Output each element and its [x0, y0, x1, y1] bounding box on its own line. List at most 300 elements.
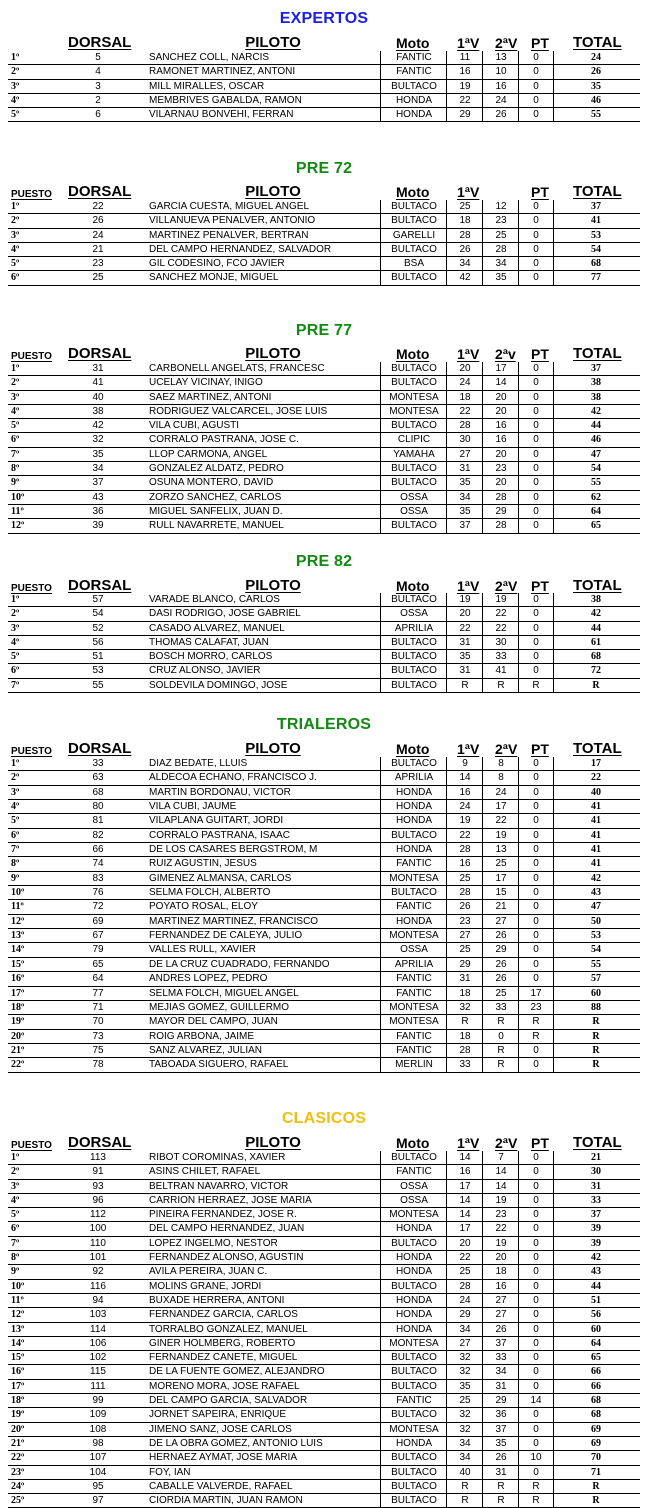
round-2: 19	[482, 1237, 519, 1250]
moto: OSSA	[380, 491, 447, 504]
position: 18º	[11, 1001, 25, 1013]
round-1: 11	[446, 51, 483, 64]
moto: BULTACO	[380, 593, 447, 606]
total: 47	[591, 448, 601, 460]
round-2: 7	[482, 1151, 519, 1164]
moto: MONTESA	[380, 1015, 447, 1028]
position: 21º	[11, 1437, 25, 1449]
table-row	[8, 915, 640, 929]
total: 60	[591, 1323, 601, 1335]
header-dorsal: DORSAL	[68, 34, 132, 51]
table-header	[8, 33, 640, 51]
dorsal: 110	[90, 1237, 106, 1249]
round-1: 22	[446, 622, 483, 635]
total: 51	[591, 1294, 601, 1306]
round-2: R	[482, 1044, 519, 1057]
round-2: R	[482, 1058, 519, 1071]
position: 25º	[11, 1495, 25, 1507]
round-2: 33	[482, 650, 519, 663]
dorsal: 38	[92, 405, 104, 417]
penalty: 17	[518, 987, 554, 1000]
dorsal: 77	[92, 987, 104, 999]
dorsal: 104	[89, 1466, 107, 1478]
position: 11º	[11, 1294, 24, 1306]
round-1: 32	[446, 1423, 483, 1436]
round-1: 20	[446, 1237, 483, 1250]
pilot-name: GIL CODESINO, FCO JAVIER	[149, 258, 285, 270]
moto: HONDA	[380, 1437, 447, 1450]
moto: BULTACO	[380, 1151, 447, 1164]
pilot-name: SELMA FOLCH, MIGUEL ANGEL	[149, 987, 299, 999]
table-row	[8, 491, 640, 505]
position: 6º	[11, 272, 20, 284]
pilot-name: TABOADA SIGUERO, RAFAEL	[149, 1059, 289, 1071]
moto: OSSA	[380, 607, 447, 620]
position: 11º	[11, 901, 24, 913]
pilot-name: HERNAEZ AYMAT, JOSE MARIA	[149, 1452, 297, 1464]
dorsal: 92	[92, 1266, 104, 1278]
dorsal: 111	[90, 1380, 106, 1392]
dorsal: 33	[92, 758, 104, 769]
dorsal: 53	[92, 665, 104, 677]
dorsal: 39	[92, 520, 104, 532]
pilot-name: MARTIN BORDONAU, VICTOR	[149, 786, 291, 798]
moto: MERLIN	[380, 1058, 447, 1071]
round-1: 28	[446, 419, 483, 432]
total: 71	[591, 1466, 601, 1478]
dorsal: 80	[92, 801, 104, 813]
header-dorsal: DORSAL	[68, 345, 132, 362]
total: 47	[591, 901, 601, 913]
table-row	[8, 843, 640, 857]
table-row	[8, 1180, 640, 1194]
penalty: 23	[518, 1001, 554, 1014]
round-1: 28	[446, 1044, 483, 1057]
pilot-name: SELMA FOLCH, ALBERTO	[149, 887, 271, 899]
penalty: 0	[518, 1466, 554, 1479]
penalty: 0	[518, 1365, 554, 1378]
header-dorsal: DORSAL	[68, 740, 132, 757]
section-title: PRE 72	[295, 160, 353, 177]
header-dorsal: DORSAL	[68, 183, 132, 200]
table-row	[8, 1237, 640, 1251]
total: 55	[591, 477, 601, 489]
moto: BULTACO	[380, 829, 447, 842]
round-1: 35	[446, 1380, 483, 1393]
moto: BULTACO	[380, 243, 447, 256]
round-1: 37	[446, 519, 483, 532]
header-puesto: PUESTO	[11, 189, 52, 200]
round-1: 34	[446, 1451, 483, 1464]
dorsal: 4	[95, 66, 101, 78]
moto: CLIPIC	[380, 433, 447, 446]
round-1: 26	[446, 900, 483, 913]
pilot-name: SANZ ALVAREZ, JULIAN	[149, 1044, 262, 1056]
table-row	[8, 200, 640, 214]
round-2: 16	[482, 419, 519, 432]
table-row	[8, 462, 640, 476]
header-puesto: PUESTO	[11, 351, 52, 362]
total: 56	[591, 1309, 601, 1321]
penalty: 0	[518, 593, 554, 606]
penalty: 0	[518, 200, 554, 213]
dorsal: 91	[92, 1166, 104, 1178]
round-1: 29	[446, 108, 483, 121]
header-round-1: 1ªV	[457, 346, 480, 362]
table-row	[8, 1280, 640, 1294]
position: 20º	[11, 1030, 25, 1042]
moto: HONDA	[380, 1251, 447, 1264]
pilot-name: OSUNA MONTERO, DAVID	[149, 477, 274, 489]
total: 66	[591, 1380, 601, 1392]
total: 22	[591, 772, 601, 784]
total: 31	[591, 1180, 601, 1192]
header-puesto: PUESTO	[11, 746, 52, 757]
round-2: 16	[482, 1280, 519, 1293]
round-2: 8	[482, 771, 519, 784]
position: 9º	[11, 872, 20, 884]
pilot-name: CIORDIA MARTIN, JUAN RAMON	[149, 1495, 303, 1507]
pilot-name: GINER HOLMBERG, ROBERTO	[149, 1337, 296, 1349]
pilot-name: MAYOR DEL CAMPO, JUAN	[149, 1016, 278, 1028]
round-2: 14	[482, 376, 519, 389]
dorsal: 95	[92, 1480, 104, 1492]
header-pt: PT	[531, 1135, 549, 1151]
position: 17º	[11, 987, 25, 999]
table-header	[8, 182, 640, 200]
pilot-name: SANCHEZ COLL, NARCIS	[149, 52, 270, 63]
header-total: TOTAL	[573, 577, 622, 594]
results-table	[8, 593, 640, 693]
moto: APRILIA	[380, 771, 447, 784]
round-1: 31	[446, 462, 483, 475]
moto: YAMAHA	[380, 448, 447, 461]
round-2: R	[482, 679, 519, 692]
position: 4º	[11, 801, 20, 813]
table-row	[8, 476, 640, 490]
position: 8º	[11, 463, 20, 475]
position: 4º	[11, 243, 20, 255]
position: 5º	[11, 1209, 20, 1221]
pilot-name: MILL MIRALLES, OSCAR	[149, 80, 265, 92]
moto: MONTESA	[380, 1208, 447, 1221]
round-1: 32	[446, 1001, 483, 1014]
moto: FANTIC	[380, 1165, 447, 1178]
position: 22º	[11, 1059, 25, 1071]
penalty: 0	[518, 1351, 554, 1364]
total: R	[592, 1044, 600, 1056]
penalty: 0	[518, 829, 554, 842]
round-1: 29	[446, 1308, 483, 1321]
table-row	[8, 972, 640, 986]
round-1: 34	[446, 1437, 483, 1450]
dorsal: 2	[95, 94, 101, 106]
dorsal: 56	[92, 636, 104, 648]
dorsal: 54	[92, 608, 104, 620]
total: 66	[591, 1366, 601, 1378]
total: 64	[591, 1337, 601, 1349]
penalty: 0	[518, 108, 554, 121]
total: R	[592, 1016, 600, 1028]
position: 3º	[11, 786, 20, 798]
dorsal: 65	[92, 958, 104, 970]
round-1: 34	[446, 1323, 483, 1336]
moto: FANTIC	[380, 51, 447, 64]
total: 41	[591, 215, 601, 227]
moto: HONDA	[380, 1222, 447, 1235]
total: 37	[591, 1209, 601, 1221]
total: 50	[591, 915, 601, 927]
table-row	[8, 664, 640, 678]
position: 1º	[11, 52, 20, 63]
dorsal: 74	[92, 858, 104, 870]
total: 39	[591, 1237, 601, 1249]
penalty: 10	[518, 1451, 554, 1464]
round-2: 28	[482, 243, 519, 256]
round-1: 34	[446, 491, 483, 504]
moto: FANTIC	[380, 1394, 447, 1407]
round-2: 29	[482, 505, 519, 518]
round-2: 29	[482, 943, 519, 956]
dorsal: 75	[92, 1044, 104, 1056]
penalty: 0	[518, 1180, 554, 1193]
penalty: 0	[518, 929, 554, 942]
header-piloto: PILOTO	[245, 577, 301, 594]
pilot-name: JORNET SAPEIRA, ENRIQUE	[149, 1409, 287, 1421]
position: 2º	[11, 608, 20, 620]
dorsal: 102	[89, 1352, 107, 1364]
round-1: 40	[446, 1466, 483, 1479]
pilot-name: UCELAY VICINAY, INIGO	[149, 377, 263, 389]
position: 19º	[11, 1409, 25, 1421]
total: 72	[591, 665, 601, 677]
penalty: 0	[518, 636, 554, 649]
pilot-name: CORRALO PASTRANA, ISAAC	[149, 829, 290, 841]
position: 2º	[11, 215, 20, 227]
table-row	[8, 1451, 640, 1465]
penalty: 0	[518, 915, 554, 928]
dorsal: 103	[89, 1309, 107, 1321]
moto: FANTIC	[380, 1044, 447, 1057]
position: 10º	[11, 491, 25, 503]
penalty: 0	[518, 814, 554, 827]
round-2: 27	[482, 915, 519, 928]
header-round-2: 2ªV	[495, 1135, 518, 1151]
moto: FANTIC	[380, 857, 447, 870]
penalty: 0	[518, 376, 554, 389]
pilot-name: GARCIA CUESTA, MIGUEL ANGEL	[149, 201, 310, 212]
moto: BULTACO	[380, 362, 447, 375]
table-row	[8, 1323, 640, 1337]
pilot-name: DEL CAMPO GARCIA, SALVADOR	[149, 1395, 308, 1407]
pilot-name: CARBONELL ANGELATS, FRANCESC	[149, 363, 325, 374]
round-1: 18	[446, 391, 483, 404]
position: 7º	[11, 448, 20, 460]
dorsal: 40	[92, 391, 104, 403]
total: 68	[591, 651, 601, 663]
table-header	[8, 576, 640, 594]
position: 1º	[11, 758, 20, 769]
table-header	[8, 344, 640, 362]
dorsal: 5	[95, 52, 101, 63]
round-1: 26	[446, 243, 483, 256]
round-2: 22	[482, 607, 519, 620]
round-2: 23	[482, 462, 519, 475]
section-title: PRE 82	[295, 553, 353, 570]
pilot-name: MORENO MORA, JOSE RAFAEL	[149, 1380, 300, 1392]
pilot-name: VILAPLANA GUITART, JORDI	[149, 815, 284, 827]
round-2: 25	[482, 857, 519, 870]
round-2: 26	[482, 929, 519, 942]
moto: BULTACO	[380, 419, 447, 432]
pilot-name: MOLINS GRANE, JORDI	[149, 1280, 262, 1292]
table-row	[8, 1265, 640, 1279]
position: 19º	[11, 1016, 25, 1028]
round-1: 18	[446, 987, 483, 1000]
table-row	[8, 80, 640, 94]
total: 44	[591, 420, 601, 432]
round-2: 22	[482, 814, 519, 827]
moto: BULTACO	[380, 1451, 447, 1464]
header-round-2: 2ªV	[495, 578, 518, 594]
header-dorsal: DORSAL	[68, 1134, 132, 1151]
round-1: 28	[446, 843, 483, 856]
position: 9º	[11, 1266, 20, 1278]
pilot-name: VILA CUBI, AGUSTI	[149, 420, 240, 432]
total: 38	[591, 377, 601, 389]
table-row	[8, 1494, 640, 1508]
total: 40	[591, 786, 601, 798]
table-row	[8, 872, 640, 886]
round-2: 36	[482, 1408, 519, 1421]
total: 69	[591, 1437, 601, 1449]
dorsal: 34	[92, 463, 104, 475]
dorsal: 66	[92, 844, 104, 856]
dorsal: 72	[92, 901, 104, 913]
dorsal: 63	[92, 772, 104, 784]
penalty: 0	[518, 505, 554, 518]
penalty: 0	[518, 1237, 554, 1250]
position: 11º	[11, 505, 24, 517]
position: 12º	[11, 1309, 25, 1321]
round-2: 13	[482, 51, 519, 64]
header-piloto: PILOTO	[245, 740, 301, 757]
round-1: 28	[446, 886, 483, 899]
header-piloto: PILOTO	[245, 34, 301, 51]
dorsal: 51	[92, 651, 104, 663]
total: 43	[591, 1266, 601, 1278]
round-2: 23	[482, 214, 519, 227]
penalty: 0	[518, 243, 554, 256]
penalty: 0	[518, 1208, 554, 1221]
pilot-name: ROIG ARBONA, JAIME	[149, 1030, 255, 1042]
position: 5º	[11, 815, 20, 827]
penalty: R	[518, 679, 554, 692]
dorsal: 113	[90, 1152, 106, 1163]
penalty: 0	[518, 491, 554, 504]
penalty: 0	[518, 943, 554, 956]
position: 3º	[11, 80, 20, 92]
moto: OSSA	[380, 1180, 447, 1193]
round-1: 14	[446, 1194, 483, 1207]
total: R	[592, 1495, 600, 1507]
position: 5º	[11, 651, 20, 663]
round-1: 24	[446, 376, 483, 389]
table-row	[8, 1165, 640, 1179]
pilot-name: DE LA CRUZ CUADRADO, FERNANDO	[149, 958, 330, 970]
round-1: R	[446, 1494, 483, 1507]
position: 21º	[11, 1044, 25, 1056]
table-row	[8, 1194, 640, 1208]
dorsal: 101	[89, 1252, 107, 1264]
pilot-name: FERNANDEZ GARCIA, CARLOS	[149, 1309, 298, 1321]
moto: MONTESA	[380, 1423, 447, 1436]
table-row	[8, 1423, 640, 1437]
round-2: 31	[482, 1380, 519, 1393]
round-1: 25	[446, 943, 483, 956]
dorsal: 78	[92, 1059, 104, 1071]
moto: MONTESA	[380, 405, 447, 418]
table-row	[8, 405, 640, 419]
round-1: 20	[446, 607, 483, 620]
round-1: 35	[446, 650, 483, 663]
moto: HONDA	[380, 1294, 447, 1307]
position: 2º	[11, 377, 20, 389]
round-1: 25	[446, 1265, 483, 1278]
pilot-name: CRUZ ALONSO, JAVIER	[149, 665, 261, 677]
round-1: 42	[446, 271, 483, 284]
penalty: 0	[518, 757, 554, 770]
round-2: 30	[482, 636, 519, 649]
total: 54	[591, 463, 601, 475]
round-2: 26	[482, 108, 519, 121]
pilot-name: ANDRES LOPEZ, PEDRO	[149, 973, 268, 985]
table-row	[8, 1408, 640, 1422]
round-2: 20	[482, 448, 519, 461]
total: 55	[591, 109, 601, 121]
pilot-name: BOSCH MORRO, CARLOS	[149, 651, 273, 663]
penalty: 0	[518, 1058, 554, 1071]
round-2: 27	[482, 1308, 519, 1321]
position: 12º	[11, 520, 25, 532]
header-round-2: 2ªv	[495, 346, 516, 362]
round-2: 17	[482, 362, 519, 375]
position: 7º	[11, 679, 20, 691]
total: 41	[591, 858, 601, 870]
penalty: 0	[518, 1251, 554, 1264]
table-row	[8, 886, 640, 900]
pilot-name: RAMONET MARTINEZ, ANTONI	[149, 66, 296, 78]
dorsal: 57	[92, 594, 104, 605]
dorsal: 82	[92, 829, 104, 841]
round-2: 14	[482, 1165, 519, 1178]
header-total: TOTAL	[573, 34, 622, 51]
header-dorsal: DORSAL	[68, 577, 132, 594]
position: 3º	[11, 1180, 20, 1192]
pilot-name: CARRION HERRAEZ, JOSE MARIA	[149, 1194, 312, 1206]
table-row	[8, 108, 640, 122]
round-1: 28	[446, 229, 483, 242]
moto: APRILIA	[380, 958, 447, 971]
round-2: 25	[482, 987, 519, 1000]
table-row	[8, 1030, 640, 1044]
position: 1º	[11, 1152, 20, 1163]
section-title: PRE 77	[295, 322, 353, 339]
header-pt: PT	[531, 578, 549, 594]
round-1: 31	[446, 972, 483, 985]
dorsal: 98	[92, 1437, 104, 1449]
penalty: 0	[518, 1308, 554, 1321]
